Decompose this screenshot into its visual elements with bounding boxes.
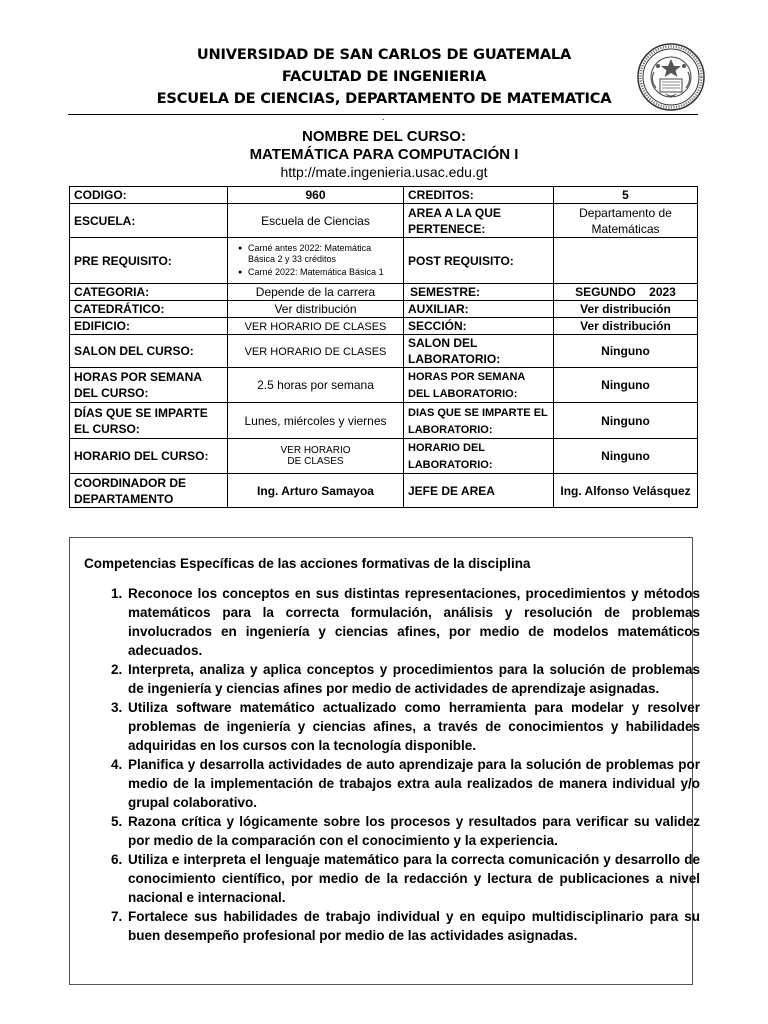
school-name: ESCUELA DE CIENCIAS, DEPARTAMENTO DE MATEMATICA [156,90,612,107]
list-item: 4. Planifica y desarrolla actividades de auto aprendizaje para la solución de problemas por medio de la implementación de trabajos extra aula realizados de manera individual y/o grupal colaborativo. [126,755,700,812]
creditos-label: CREDITOS: [404,187,554,204]
course-info-table [69,186,698,508]
table-row [70,474,698,508]
salon-text: VER HORARIO DE CLASES [244,345,387,358]
catedratico-label: CATEDRÁTICO: [70,301,228,318]
salon-lab-label: SALON DEL LABORATORIO: [404,335,554,368]
postreq-label: POST REQUISITO: [404,238,554,284]
prereq-item: ● Carné 2022: Matemática Básica 1 [242,267,399,278]
course-name-label: NOMBRE DEL CURSO: [302,128,466,145]
horario-label: HORARIO DEL CURSO: [70,439,228,474]
table-row [70,318,698,335]
horas-label: HORAS POR SEMANA DEL CURSO: [70,368,228,403]
faculty-name: FACULTAD DE INGENIERIA [281,68,487,85]
edificio-value [228,318,404,335]
course-heading [0,128,768,181]
competencias-box [69,537,700,985]
seccion-label: SECCIÓN: [404,318,554,335]
university-name: UNIVERSIDAD DE SAN CARLOS DE GUATEMALA [196,46,572,63]
horario-value [228,439,404,474]
auxiliar-value: Ver distribución [554,301,698,318]
horas-lab-text: HORAS POR SEMANA DEL LABORATORIO: [408,371,525,400]
semestre-label: SEMESTRE: [404,284,554,301]
list-item: 6. Utiliza e interpreta el lenguaje matemático para la correcta comunicación y desarrollo de conocimiento científico, por medio de la redacción y lectura de publicaciones a nivel nacional e internacional. [126,850,700,907]
coordinador-label: COORDINADOR DE DEPARTAMENTO [70,474,228,508]
semestre-value: SEGUNDO 2023 [554,284,698,301]
codigo-label: CODIGO: [70,187,228,204]
edificio-text: VER HORARIO DE CLASES [244,321,387,333]
horas-lab-value: Ninguno [554,368,698,403]
horario-line: VER HORARIO [280,445,351,456]
table-row [70,284,698,301]
dias-lab-label [404,403,554,439]
seccion-value: Ver distribución [554,318,698,335]
prereq-value [228,238,404,284]
area-value: Departamento de Matemáticas [554,204,698,238]
salon-label: SALON DEL CURSO: [70,335,228,368]
table-row [70,368,698,403]
jefe-value: Ing. Alfonso Velásquez [554,474,698,508]
table-row [70,439,698,474]
list-item: 1. Reconoce los conceptos en sus distintas representaciones, procedimientos y métodos matemáticos para la correcta formulación, análisis y resolución de problemas involucrados en ingeniería y ciencias afines, por medio de modelos matemáticos adecuados. [126,584,700,660]
creditos-value: 5 [554,187,698,204]
horario-line: DE CLASES [287,456,344,467]
horario-lab-value: Ninguno [554,439,698,474]
list-item: 5. Razona crítica y lógicamente sobre los procesos y resultados para verificar su validez por medio de la comparación con el conocimiento y la experiencia. [126,812,700,850]
prereq-label: PRE REQUISITO: [70,238,228,284]
competencias-list [84,584,700,945]
jefe-label: JEFE DE AREA [404,474,554,508]
edificio-label: EDIFICIO: [70,318,228,335]
salon-value [228,335,404,368]
table-row [70,238,698,284]
horas-value: 2.5 horas por semana [228,368,404,403]
university-seal-icon [636,42,706,112]
table-row [70,301,698,318]
separator-dot: . [382,112,385,122]
categoria-value: Depende de la carrera [228,284,404,301]
horario-lab-text: HORARIO DEL LABORATORIO: [408,442,493,471]
coordinador-value: Ing. Arturo Samayoa [228,474,404,508]
postreq-value [554,238,698,284]
competencias-title: Competencias Específicas de las acciones formativas de la disciplina [84,556,531,571]
escuela-label: ESCUELA: [70,204,228,238]
prereq-item: ● Carné antes 2022: Matemática Básica 2 y 33 créditos [242,243,399,265]
dias-value: Lunes, miércoles y viernes [228,403,404,439]
list-item: 3. Utiliza software matemático actualizado como herramienta para modelar y resolver problemas de ingeniería y ciencias afines, a través de conocimientos y habilidades adquiridas en los cursos con la tecnología disponible. [126,698,700,755]
table-row [70,335,698,368]
horario-lab-label [404,439,554,474]
course-url-link[interactable]: http://mate.ingenieria.usac.edu.gt [280,164,488,180]
escuela-value: Escuela de Ciencias [228,204,404,238]
codigo-value: 960 [228,187,404,204]
dias-lab-text: DIAS QUE SE IMPARTE EL LABORATORIO: [408,406,548,436]
dias-lab-value: Ninguno [554,403,698,439]
dias-label: DÍAS QUE SE IMPARTE EL CURSO: [70,403,228,439]
area-label: AREA A LA QUE PERTENECE: [404,204,554,238]
course-name: MATEMÁTICA PARA COMPUTACIÓN I [249,146,519,163]
salon-lab-value: Ninguno [554,335,698,368]
table-row [70,403,698,439]
auxiliar-label: AUXILIAR: [404,301,554,318]
horas-lab-label [404,368,554,403]
categoria-label: CATEGORIA: [70,284,228,301]
catedratico-value: Ver distribución [228,301,404,318]
table-row [70,204,698,238]
list-item: 7. Fortalece sus habilidades de trabajo individual y en equipo multidisciplinario para su buen desempeño profesional por medio de las actividades asignadas. [126,907,700,945]
table-row [70,187,698,204]
list-item: 2. Interpreta, analiza y aplica conceptos y procedimientos para la solución de problemas de ingeniería y ciencias afines por medio de actividades de aprendizaje asignadas. [126,660,700,698]
